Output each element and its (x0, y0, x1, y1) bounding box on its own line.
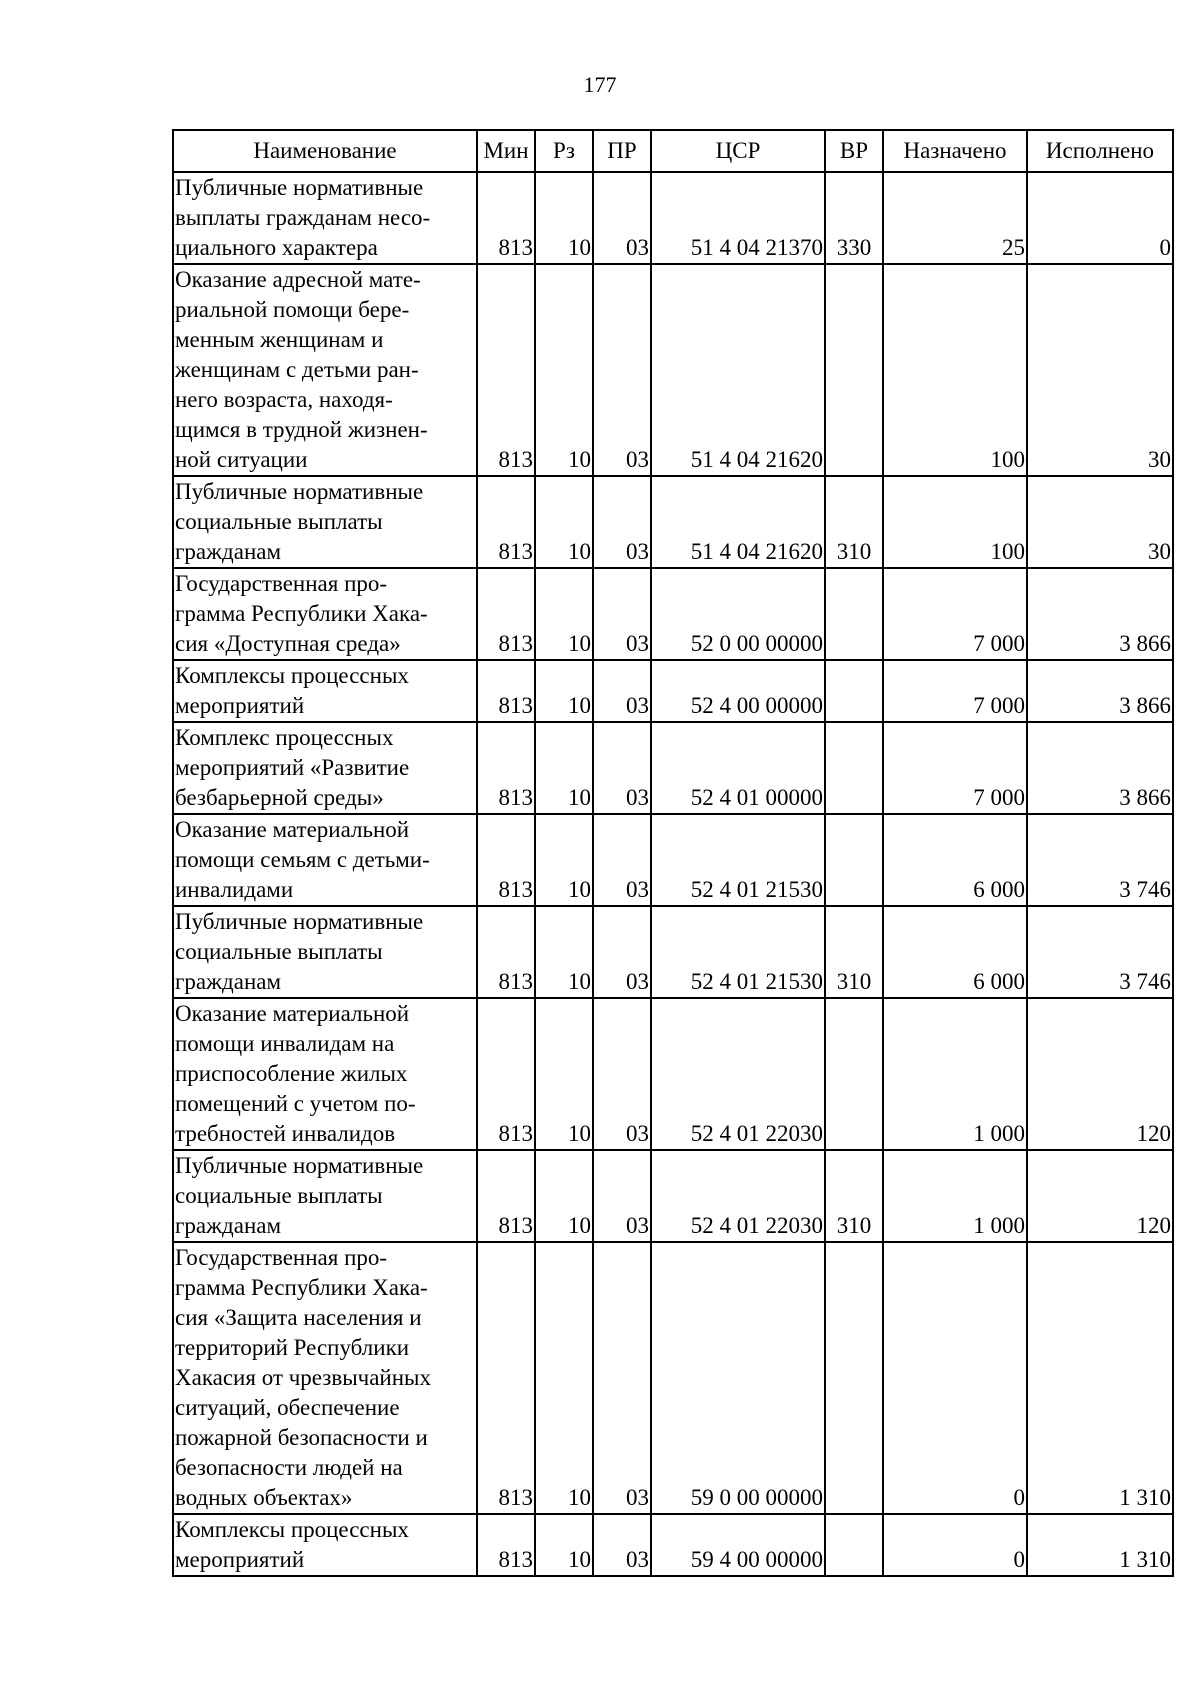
name-line: Оказание адресной мате- (175, 267, 421, 292)
header-executed: Исполнено (1027, 130, 1173, 172)
row-pr-cell: 03 (593, 264, 651, 476)
row-rz-cell: 10 (535, 722, 593, 814)
row-rz-cell: 10 (535, 568, 593, 660)
row-min-cell: 813 (477, 264, 535, 476)
row-vr-cell (825, 814, 883, 906)
name-line: сия «Доступная среда» (175, 631, 401, 656)
row-executed-cell: 30 (1027, 476, 1173, 568)
row-csr-cell: 52 0 00 00000 (651, 568, 825, 660)
table-row (173, 476, 1173, 568)
name-line: сия «Защита населения и (175, 1305, 422, 1330)
row-vr-cell (825, 568, 883, 660)
name-line: грамма Республики Хака- (175, 1275, 428, 1300)
row-pr-cell: 03 (593, 906, 651, 998)
row-min-cell: 813 (477, 1150, 535, 1242)
row-pr-cell: 03 (593, 998, 651, 1150)
table-row (173, 264, 1173, 476)
name-line: Комплексы процессных (175, 663, 409, 688)
name-line: Публичные нормативные (175, 909, 424, 934)
table-row (173, 660, 1173, 722)
row-assigned-cell: 7 000 (883, 722, 1027, 814)
name-line: Публичные нормативные (175, 1153, 424, 1178)
row-csr-cell: 51 4 04 21370 (651, 172, 825, 264)
row-assigned-cell: 100 (883, 476, 1027, 568)
row-name-cell (173, 568, 477, 660)
name-line: мероприятий «Развитие (175, 755, 410, 780)
row-executed-cell: 3 746 (1027, 814, 1173, 906)
row-name-cell (173, 1150, 477, 1242)
row-min-cell: 813 (477, 476, 535, 568)
row-rz-cell: 10 (535, 906, 593, 998)
table-row (173, 906, 1173, 998)
name-line: мероприятий (175, 1547, 305, 1572)
row-executed-cell: 1 310 (1027, 1514, 1173, 1576)
header-pr: ПР (593, 130, 651, 172)
name-line: требностей инвалидов (175, 1121, 396, 1146)
name-line: грамма Республики Хака- (175, 601, 428, 626)
header-rz: Рз (535, 130, 593, 172)
name-line: женщинам с детьми ран- (175, 357, 419, 382)
row-rz-cell: 10 (535, 1242, 593, 1514)
budget-table (172, 129, 1174, 1577)
row-assigned-cell: 6 000 (883, 906, 1027, 998)
name-line: безопасности людей на (175, 1455, 403, 1480)
row-csr-cell: 52 4 01 21530 (651, 906, 825, 998)
row-csr-cell: 51 4 04 21620 (651, 476, 825, 568)
name-line: него возраста, находя- (175, 387, 393, 412)
row-rz-cell: 10 (535, 814, 593, 906)
table-row (173, 172, 1173, 264)
row-pr-cell: 03 (593, 722, 651, 814)
row-vr-cell: 330 (825, 172, 883, 264)
row-executed-cell: 1 310 (1027, 1242, 1173, 1514)
row-executed-cell: 3 866 (1027, 660, 1173, 722)
row-name-cell (173, 722, 477, 814)
row-assigned-cell: 1 000 (883, 1150, 1027, 1242)
header-csr: ЦСР (651, 130, 825, 172)
row-vr-cell: 310 (825, 1150, 883, 1242)
table-row (173, 1242, 1173, 1514)
row-vr-cell: 310 (825, 906, 883, 998)
row-executed-cell: 120 (1027, 998, 1173, 1150)
name-line: Государственная про- (175, 571, 388, 596)
row-executed-cell: 0 (1027, 172, 1173, 264)
name-line: Публичные нормативные (175, 479, 424, 504)
row-csr-cell: 51 4 04 21620 (651, 264, 825, 476)
row-executed-cell: 30 (1027, 264, 1173, 476)
row-rz-cell: 10 (535, 476, 593, 568)
row-min-cell: 813 (477, 568, 535, 660)
row-name-cell (173, 264, 477, 476)
table-body (173, 172, 1173, 1576)
name-line: щимся в трудной жизнен- (175, 417, 428, 442)
row-vr-cell (825, 1514, 883, 1576)
row-executed-cell: 3 746 (1027, 906, 1173, 998)
row-rz-cell: 10 (535, 1514, 593, 1576)
row-executed-cell: 3 866 (1027, 722, 1173, 814)
row-min-cell: 813 (477, 1242, 535, 1514)
name-line: помощи семьям с детьми- (175, 847, 430, 872)
row-pr-cell: 03 (593, 1150, 651, 1242)
row-rz-cell: 10 (535, 1150, 593, 1242)
name-line: помещений с учетом по- (175, 1091, 416, 1116)
row-rz-cell: 10 (535, 264, 593, 476)
row-assigned-cell: 7 000 (883, 660, 1027, 722)
name-line: гражданам (175, 1213, 282, 1238)
row-min-cell: 813 (477, 722, 535, 814)
table-row (173, 1514, 1173, 1576)
row-assigned-cell: 7 000 (883, 568, 1027, 660)
row-csr-cell: 52 4 01 22030 (651, 998, 825, 1150)
name-line: приспособление жилых (175, 1061, 408, 1086)
row-assigned-cell: 0 (883, 1242, 1027, 1514)
row-vr-cell (825, 722, 883, 814)
row-name-cell (173, 1514, 477, 1576)
name-line: Оказание материальной (175, 817, 410, 842)
row-vr-cell: 310 (825, 476, 883, 568)
row-csr-cell: 59 0 00 00000 (651, 1242, 825, 1514)
header-name: Наименование (173, 130, 477, 172)
header-vr: ВР (825, 130, 883, 172)
name-line: гражданам (175, 969, 282, 994)
row-pr-cell: 03 (593, 1514, 651, 1576)
row-vr-cell (825, 660, 883, 722)
row-min-cell: 813 (477, 1514, 535, 1576)
name-line: Комплекс процессных (175, 725, 394, 750)
table-row (173, 722, 1173, 814)
row-name-cell (173, 660, 477, 722)
row-vr-cell (825, 264, 883, 476)
row-name-cell (173, 1242, 477, 1514)
header-assigned: Назначено (883, 130, 1027, 172)
row-rz-cell: 10 (535, 660, 593, 722)
row-csr-cell: 52 4 00 00000 (651, 660, 825, 722)
row-min-cell: 813 (477, 906, 535, 998)
name-line: менным женщинам и (175, 327, 384, 352)
row-pr-cell: 03 (593, 172, 651, 264)
row-name-cell (173, 998, 477, 1150)
name-line: Государственная про- (175, 1245, 388, 1270)
name-line: мероприятий (175, 693, 305, 718)
row-rz-cell: 10 (535, 172, 593, 264)
name-line: ситуаций, обеспечение (175, 1395, 400, 1420)
row-assigned-cell: 0 (883, 1514, 1027, 1576)
row-csr-cell: 52 4 01 22030 (651, 1150, 825, 1242)
row-assigned-cell: 25 (883, 172, 1027, 264)
row-pr-cell: 03 (593, 660, 651, 722)
page-number: 177 (583, 72, 617, 97)
name-line: инвалидами (175, 877, 294, 902)
row-rz-cell: 10 (535, 998, 593, 1150)
row-csr-cell: 52 4 01 00000 (651, 722, 825, 814)
row-min-cell: 813 (477, 660, 535, 722)
name-line: циального характера (175, 235, 378, 260)
name-line: водных объектах» (175, 1485, 353, 1510)
name-line: ной ситуации (175, 447, 308, 472)
name-line: риальной помощи бере- (175, 297, 410, 322)
name-line: социальные выплаты (175, 939, 383, 964)
name-line: социальные выплаты (175, 1183, 383, 1208)
name-line: выплаты гражданам несо- (175, 205, 431, 230)
row-csr-cell: 52 4 01 21530 (651, 814, 825, 906)
row-assigned-cell: 6 000 (883, 814, 1027, 906)
table-row (173, 1150, 1173, 1242)
row-name-cell (173, 172, 477, 264)
row-assigned-cell: 1 000 (883, 998, 1027, 1150)
name-line: территорий Республики (175, 1335, 410, 1360)
row-pr-cell: 03 (593, 568, 651, 660)
row-min-cell: 813 (477, 172, 535, 264)
name-line: пожарной безопасности и (175, 1425, 428, 1450)
row-min-cell: 813 (477, 998, 535, 1150)
row-executed-cell: 120 (1027, 1150, 1173, 1242)
header-min: Мин (477, 130, 535, 172)
row-executed-cell: 3 866 (1027, 568, 1173, 660)
name-line: социальные выплаты (175, 509, 383, 534)
name-line: Комплексы процессных (175, 1517, 409, 1542)
name-line: Оказание материальной (175, 1001, 410, 1026)
name-line: помощи инвалидам на (175, 1031, 395, 1056)
row-pr-cell: 03 (593, 476, 651, 568)
table-row (173, 568, 1173, 660)
row-name-cell (173, 814, 477, 906)
row-vr-cell (825, 998, 883, 1150)
name-line: Публичные нормативные (175, 175, 424, 200)
row-pr-cell: 03 (593, 814, 651, 906)
row-vr-cell (825, 1242, 883, 1514)
row-assigned-cell: 100 (883, 264, 1027, 476)
table-row (173, 998, 1173, 1150)
name-line: гражданам (175, 539, 282, 564)
table-row (173, 814, 1173, 906)
row-name-cell (173, 906, 477, 998)
row-pr-cell: 03 (593, 1242, 651, 1514)
row-min-cell: 813 (477, 814, 535, 906)
name-line: Хакасия от чрезвычайных (175, 1365, 431, 1390)
name-line: безбарьерной среды» (175, 785, 384, 810)
table-header-row (173, 130, 1173, 172)
row-name-cell (173, 476, 477, 568)
row-csr-cell: 59 4 00 00000 (651, 1514, 825, 1576)
